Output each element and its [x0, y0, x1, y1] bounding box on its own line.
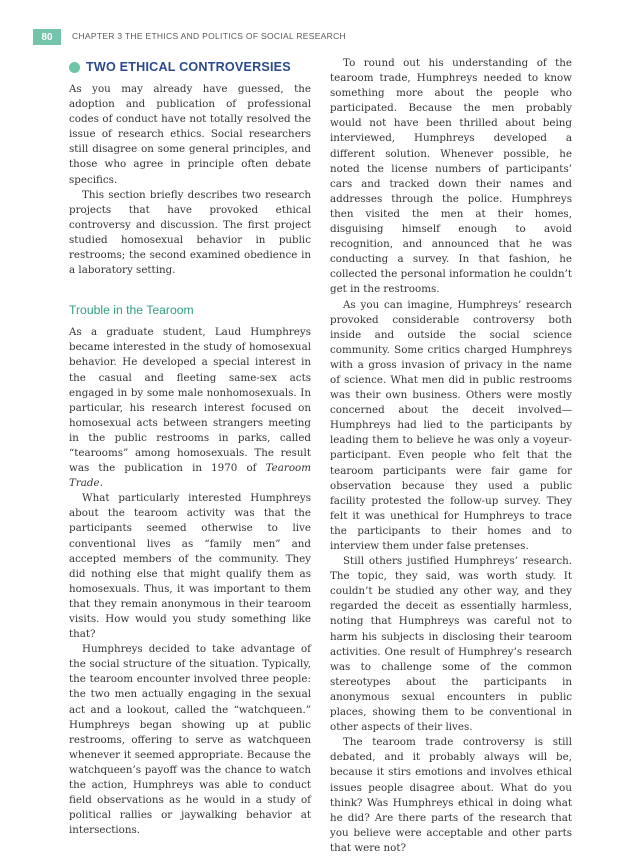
section-heading	[69, 60, 311, 74]
subheading-trouble-in-the-tearoom: Trouble in the Tearoom	[69, 303, 194, 318]
body-paragraph: What particularly interested Humphreys about the tearoom activity was that the participants seemed otherwise to live conventional lives as “family men” and accepted members of the community. They did nothing else that might qualify them as homosexuals. Thus, it was important to them that they remain anonymous in their tearoom visits. How would you study something like that?	[69, 492, 311, 641]
body-paragraph: As you can imagine, Humphreys’ research provoked considerable controversy both inside and outside the social science community. Some critics charged Humphreys with a gross invasion of privacy in the name of science. What men did in public restrooms was their own business. Others were mostly concerned about the deceit involved—Humphreys had lied to the participants by leading them to believe he was only a voyeur-participant. Even people who felt that the tearoom participants were fair game for observation because they used a public facility protested the follow-up survey. They felt it was unethical for Humphreys to trace the participants to their homes and to interview them under false pretenses.	[330, 298, 572, 552]
section-heading-text: TWO ETHICAL CONTROVERSIES	[86, 60, 291, 74]
body-text: As a graduate student, Laud Humphreys became interested in the study of homosexual behavior. He developed a special interest in the casual and fleeting same-sex acts engaged in by some male nonhomosexuals. In particular, his research interest focused on homosexual acts between strangers meeting in the public restrooms in parks, called “tearooms” among homosexuals. The result was the publication in 1970 of	[69, 326, 311, 475]
intro-paragraph: As you may already have guessed, the adoption and publication of professional codes of conduct have not totally resolved the issue of research ethics. Social researchers still disagree on some general principles, and those who agree in principle often debate specifics.	[69, 83, 311, 186]
body-paragraph: To round out his understanding of the tearoom trade, Humphreys needed to know something more about the people who participated. Because the men probably would not have been thrilled about being interviewed, Humphreys developed a different solution. Whenever possible, he noted the license numbers of participants’ cars and tracked down their names and addresses through the police. Humphreys then visited the men at their homes, disguising himself enough to avoid recognition, and announced that he was conducting a survey. In that fashion, he collected the personal information he couldn’t get in the restrooms.	[330, 57, 572, 296]
bullet-dot-icon	[69, 62, 80, 73]
chapter-title: CHAPTER 3 THE ETHICS AND POLITICS OF SOCIAL RESEARCH	[72, 31, 346, 41]
body-paragraph: Still others justified Humphreys’ research. The topic, they said, was worth study. It couldn’t be studied any other way, and they regarded the deceit as essentially harmless, noting that Humphreys was careful not to harm his subjects in disclosing their tearoom activities. One result of Humphrey’s research was to challenge some of the common stereotypes about the participants in anonymous sexual encounters in public places, showing them to be conventional in other aspects of their lives.	[330, 555, 572, 734]
intro-paragraph: This section briefly describes two research projects that have provoked ethical controversy and discussion. The first project studied homosexual behavior in public restrooms; the second examined obedience in a laboratory setting.	[69, 188, 311, 277]
body-paragraph: The tearoom trade controversy is still debated, and it probably always will be, because it stirs emotions and involves ethical issues people disagree about. What do you think? Was Humphreys ethical in doing what he did? Are there parts of the research that you believe were acceptable and other parts that were not?	[330, 736, 572, 854]
page-number: 80	[33, 29, 61, 45]
left-column	[69, 56, 311, 838]
right-column	[330, 56, 572, 856]
book-title: Tearoom Trade	[69, 462, 311, 490]
body-paragraph: Humphreys decided to take advantage of the social structure of the situation. Typically, the tearoom encounter involved three people: the two men actually engaging in the sexual act and a lookout, called the “watchqueen.” Humphreys began showing up at public restrooms, offering to serve as watchqueen whenever it seemed appropriate. Because the watchqueen’s payoff was the chance to watch the action, Humphreys was able to conduct field observations as he would in a study of political rallies or jaywalking behavior at intersections.	[69, 643, 311, 837]
body-text: .	[99, 477, 103, 490]
page-header	[0, 0, 636, 42]
body-paragraph	[69, 325, 311, 491]
